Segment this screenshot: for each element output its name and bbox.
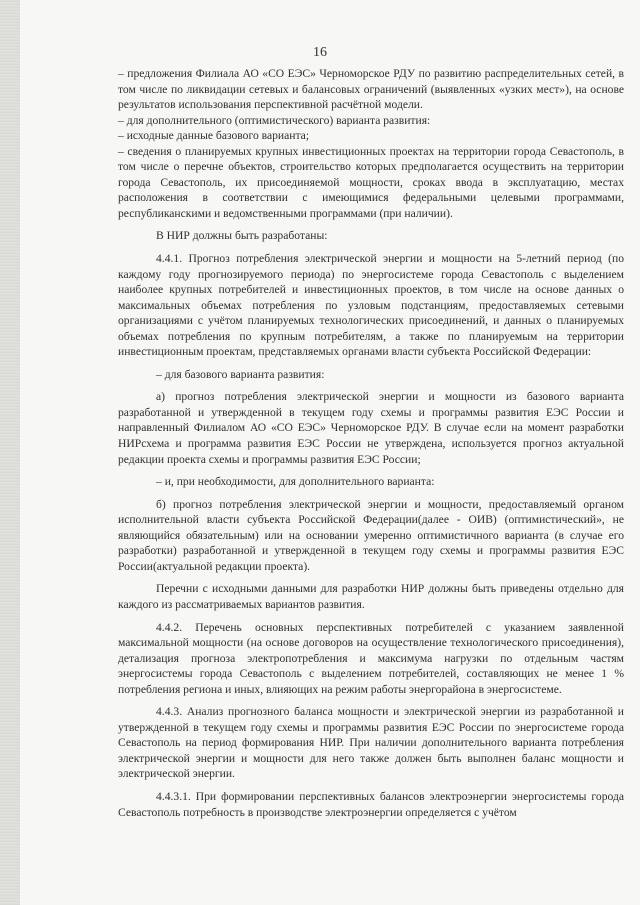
- document-paragraph: – и, при необходимости, для дополнительного варианта:: [156, 475, 435, 489]
- document-paragraph: 4.4.3. Анализ прогнозного баланса мощности и электрической энергии из разработанной и утвержденной в текущем году схемы и программы развития ЕЭС России по энергосистеме города Севастополь на период формирования НИР. При наличии дополнительного варианта потребления электрической энергии и мощности для него также должен быть выполнен баланс мощности и электрической энергии.: [118, 705, 624, 781]
- document-paragraph: – исходные данные базового варианта;: [118, 129, 310, 143]
- document-paragraph: Перечни с исходными данными для разработки НИР должны быть приведены отдельно для каждого из рассматриваемых вариантов развития.: [118, 582, 624, 611]
- document-paragraph: 4.4.3.1. При формировании перспективных балансов электроэнергии энергосистемы города Севастополь потребность в производстве электроэнергии определяется с учётом: [118, 789, 624, 819]
- document-paragraph: 4.4.1. Прогноз потребления электрической энергии и мощности на 5-летний период (по каждому году прогнозируемого периода) по энергосистеме города Севастополь с выделением наиболее крупных потребителей и инвестиционных проектов, в том числе на основе данных о максимальных объемах потребления по узловым подстанциям, предоставляемых сетевыми организациями с учётом планируемых технологических присоединений, и данных о планируемых объемах потребления по крупным потребителям, а также по планируемым на территории инвестиционным проектам, представляемых органами власти субъекта Российской Федерации:: [118, 252, 624, 359]
- document-paragraph: – для дополнительного (оптимистического) варианта развития:: [118, 113, 431, 127]
- document-paragraph: 4.4.2. Перечень основных перспективных потребителей с указанием заявленной максимальной мощности (на основе договоров на осуществление технологического присоединения), детализация прогноза электропотребления и максимума нагрузки по отдельным частям энергосистемы города Севастополь с выделением потребителей, составляющих не менее 1 % потребления региона и иных, влияющих на режим работы энергорайона в энергосистеме.: [118, 620, 624, 696]
- page-number: 16: [313, 45, 327, 60]
- document-paragraph: В НИР должны быть разработаны:: [156, 229, 328, 243]
- document-paragraph: – предложения Филиала АО «СО ЕЭС» Черноморское РДУ по развитию распределительных сетей, в том числе по ликвидации сетевых и балансовых ограничений (выявленных «узких мест»), на основе результатов использования перспективной расчётной модели.: [118, 67, 624, 112]
- document-paragraph: а) прогноз потребления электрической энергии и мощности из базового варианта разработанной и утвержденной в текущем году схемы и программы развития ЕЭС России и направленный Филиалом АО «СО ЕЭС» Черноморское РДУ. В случае если на момент разработки НИРсхема и программа развития ЕЭС России не утверждена, используется прогноз актуальной редакции проекта схемы и программы развития ЕЭС России;: [118, 390, 624, 466]
- document-paragraph: – для базового варианта развития:: [156, 367, 325, 381]
- scan-edge-shadow: [0, 0, 20, 905]
- document-body: [118, 66, 624, 820]
- document-paragraph: б) прогноз потребления электрической энергии и мощности, предоставляемый органом исполнительной власти субъекта Российской Федерации(далее - ОИВ) (оптимистический», не являющийся обязательным) или на основании умеренно оптимистичного варианта (в случае его разработки) разработанной и утвержденной в текущем году схемы и программы развития ЕЭС России(актуальной редакции проекта).: [118, 497, 624, 573]
- document-paragraph: – сведения о планируемых крупных инвестиционных проектах на территории города Севастополь, в том числе о перечне объектов, строительство которых предполагается осуществить на территории города Севастополь, их присоединяемой мощности, сроках ввода в эксплуатацию, местах расположения в соответствии с имеющимися федеральными целевыми программами, республиканскими и ведомственными программами (при наличии).: [118, 144, 624, 220]
